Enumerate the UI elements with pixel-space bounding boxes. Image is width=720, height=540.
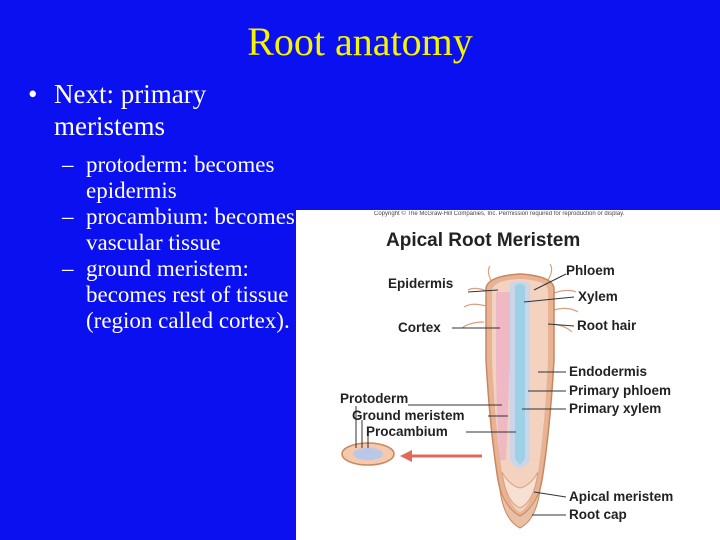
label-root-hair: Root hair xyxy=(577,318,637,333)
label-procambium: Procambium xyxy=(366,424,448,439)
label-phloem: Phloem xyxy=(566,263,615,278)
sub-bullet-marker: – xyxy=(62,152,74,177)
sub-bullet-protoderm xyxy=(62,152,322,204)
direction-arrowhead xyxy=(400,450,412,462)
label-cortex: Cortex xyxy=(398,320,441,335)
sub-bullet-text: procambium: becomes vascular tissue xyxy=(86,204,295,255)
sub-bullet-procambium xyxy=(62,204,322,256)
bullet-marker: • xyxy=(28,79,38,109)
bullet-text: Next: primary meristems xyxy=(54,79,207,141)
sub-bullet-marker: – xyxy=(62,256,74,281)
label-primary-xylem: Primary xylem xyxy=(569,401,662,416)
label-apical-meristem: Apical meristem xyxy=(569,489,674,504)
figure-title: Apical Root Meristem xyxy=(386,230,581,251)
copyright-notice: Copyright © The McGraw-Hill Companies, Inc. Permission required for reproduction or display. xyxy=(374,211,625,217)
label-epidermis: Epidermis xyxy=(388,276,454,291)
sub-bullet-text: ground meristem: becomes rest of tissue (region called cortex). xyxy=(86,256,290,333)
label-xylem: Xylem xyxy=(578,289,618,304)
xylem-region xyxy=(515,284,525,464)
sub-bullet-list xyxy=(62,152,322,334)
label-ground-meristem: Ground meristem xyxy=(352,408,465,423)
slide-title: Root anatomy xyxy=(247,19,473,64)
root-meristem-figure xyxy=(296,210,720,540)
sub-bullet-ground-meristem xyxy=(62,256,322,334)
label-endodermis: Endodermis xyxy=(569,364,648,379)
label-primary-phloem: Primary phloem xyxy=(569,383,672,398)
cross-section-core xyxy=(353,448,383,460)
sub-bullet-marker: – xyxy=(62,204,74,229)
label-protoderm: Protoderm xyxy=(340,391,409,406)
label-root-cap: Root cap xyxy=(569,507,627,522)
sub-bullet-text: protoderm: becomes epidermis xyxy=(86,152,275,203)
